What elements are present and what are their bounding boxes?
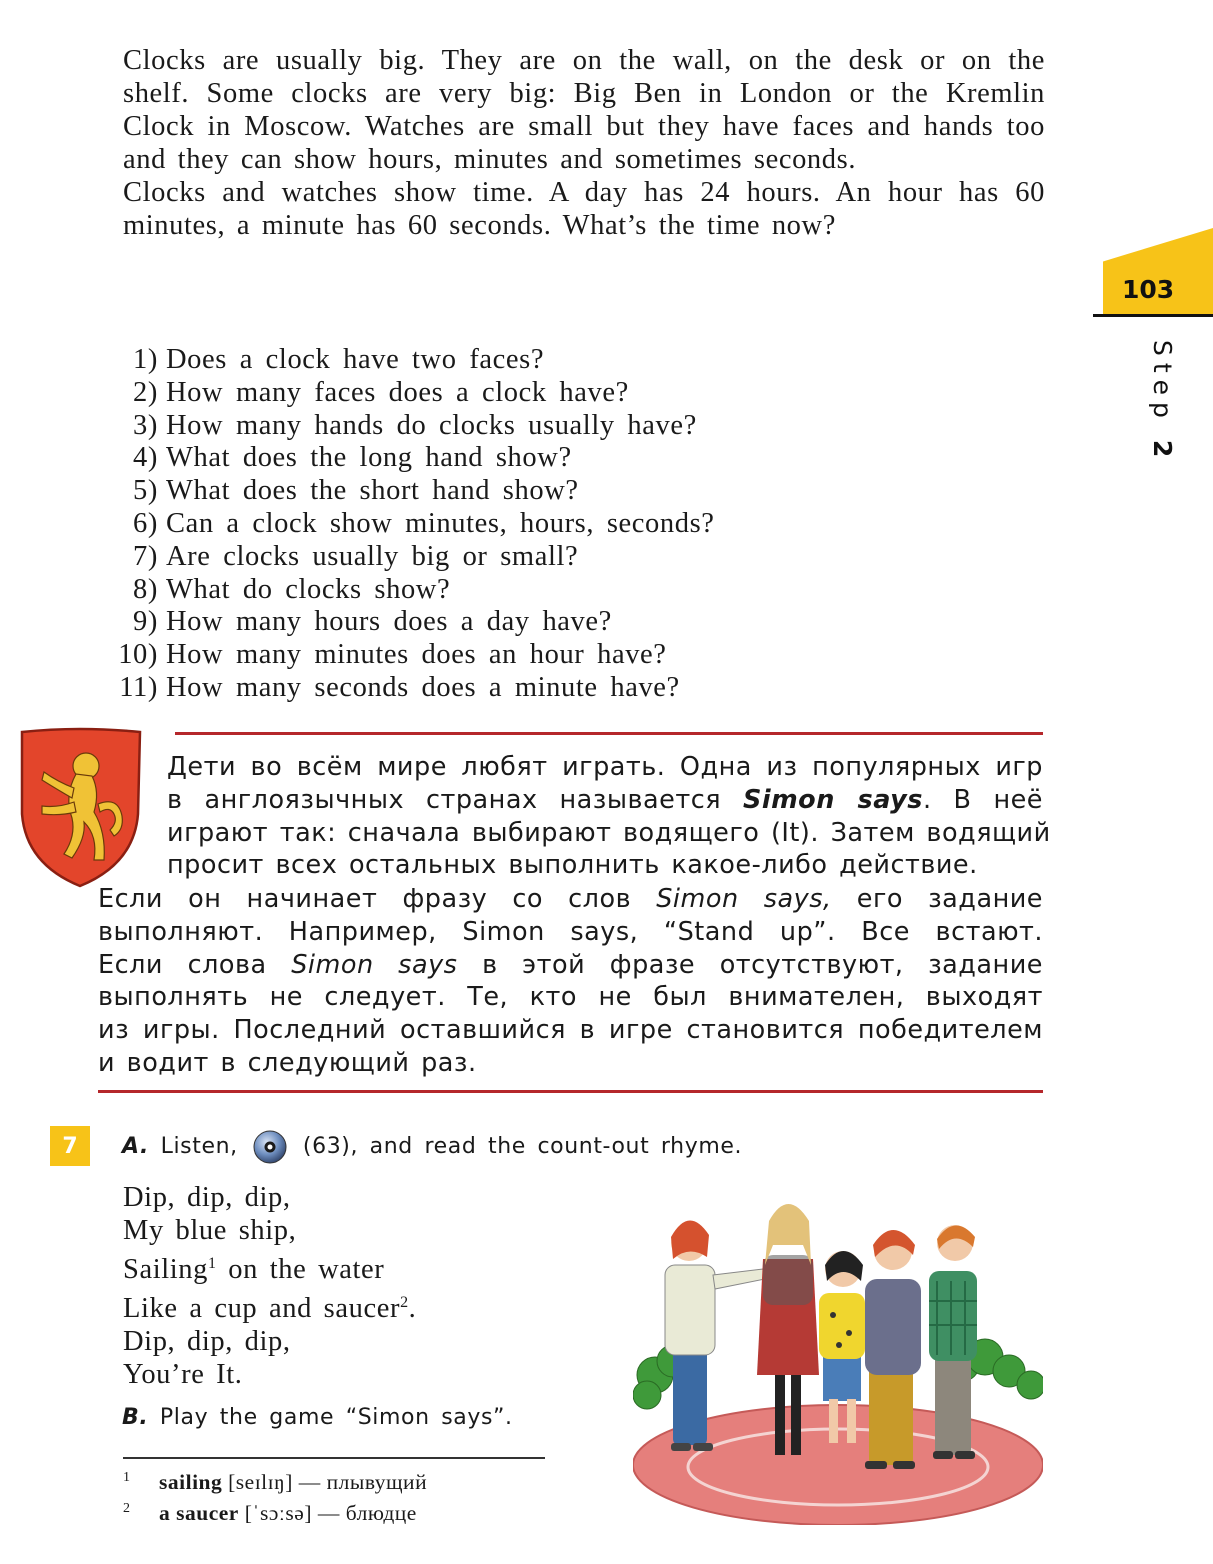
list-item: 10) How many minutes does an hour have?: [118, 639, 667, 671]
note-line: Дети во всём мире любят играть. Одна из популярных игр: [167, 752, 1043, 782]
instruction-a: A. Listen, (63), and read the count-out rhyme.: [122, 1130, 742, 1164]
list-item: 5) What does the short hand show?: [133, 475, 579, 507]
footnote: 2 a saucer [ˈsɔːsə] — блюдце: [123, 1501, 417, 1525]
list-item: 3) How many hands do clocks usually have?: [133, 409, 697, 441]
note-line: Если он начинает фразу со слов Simon says, его задание: [98, 884, 1044, 914]
page-number: 103: [1122, 275, 1175, 304]
list-item: 8) What do clocks show?: [133, 573, 451, 605]
note-top-rule: [175, 732, 1043, 735]
list-item: 11) How many seconds does a minute have?: [119, 671, 680, 703]
note-line: играют так: сначала выбирают водящего (It). Затем водящий: [167, 817, 1051, 848]
list-item: 2) How many faces does a clock have?: [133, 376, 629, 408]
rhyme-line: Dip, dip, dip,: [123, 1182, 291, 1213]
children-playing-illustration: [633, 1185, 1043, 1525]
note-line: и водит в следующий раз.: [98, 1047, 477, 1078]
list-item: 1) Does a clock have two faces?: [133, 344, 545, 375]
note-line: в англоязычных странах называется Simon says. В неё: [167, 784, 1043, 815]
question-list: [100, 344, 860, 705]
reading-paragraph-1: Clocks are usually big. They are on the wall, on the desk or on the shelf. Some clocks are very big: Big Ben in London or the Kremlin Clock in Moscow. Watches are small but they have faces and hands too and they can show hours, minutes and sometimes seconds.: [123, 45, 1045, 175]
footnote-divider: [123, 1457, 545, 1459]
rhyme-line: Like a cup and saucer$^2$.: [123, 1293, 417, 1324]
rhyme: [123, 1181, 416, 1391]
note-line: выполнять не следует. Те, кто не был внимателен, выходят: [98, 982, 1043, 1013]
list-item: 7) Are clocks usually big or small?: [133, 540, 579, 572]
rhyme-line: Sailing$^1$ on the water: [123, 1254, 385, 1285]
reading-text: [123, 44, 1045, 242]
reading-paragraph-2: Clocks and watches show time. A day has 24 hours. An hour has 60 minutes, a minute has 60 seconds. What’s the time now?: [123, 177, 1045, 241]
tab-divider: [1093, 314, 1213, 317]
child-figure: [929, 1225, 977, 1459]
child-figure: [865, 1230, 921, 1469]
note-line: из игры. Последний оставшийся в игре становится победителем: [98, 1015, 1043, 1046]
culture-note: [167, 751, 1051, 882]
note-bottom-rule: [98, 1090, 1043, 1093]
audio-cd-icon[interactable]: [253, 1130, 287, 1164]
rhyme-line: Dip, dip, dip,: [123, 1326, 291, 1357]
instruction-b: B. Play the game “Simon says”.: [122, 1405, 513, 1430]
note-line: просит всех остальных выполнить какое-либо действие.: [167, 850, 978, 881]
list-item: 9) How many hours does a day have?: [133, 606, 612, 638]
shield-lion-icon: [14, 726, 144, 891]
list-item: 6) Can a clock show minutes, hours, seconds?: [133, 507, 715, 539]
rhyme-line: My blue ship,: [123, 1215, 297, 1246]
note-line: выполняют. Например, Simon says, “Stand up”. Все встают.: [98, 916, 1043, 947]
list-item: 4) What does the long hand show?: [133, 442, 572, 474]
step-label: Step 2: [1148, 340, 1177, 465]
exercise-number-badge: 7: [50, 1126, 90, 1166]
footnote: 1 sailing [seɪlɪŋ] — плывущий: [123, 1470, 428, 1494]
rhyme-line: You’re It.: [123, 1359, 243, 1390]
culture-note-continued: [98, 883, 1043, 1080]
note-line: Если слова Simon says в этой фразе отсутствуют, задание: [98, 949, 1043, 980]
